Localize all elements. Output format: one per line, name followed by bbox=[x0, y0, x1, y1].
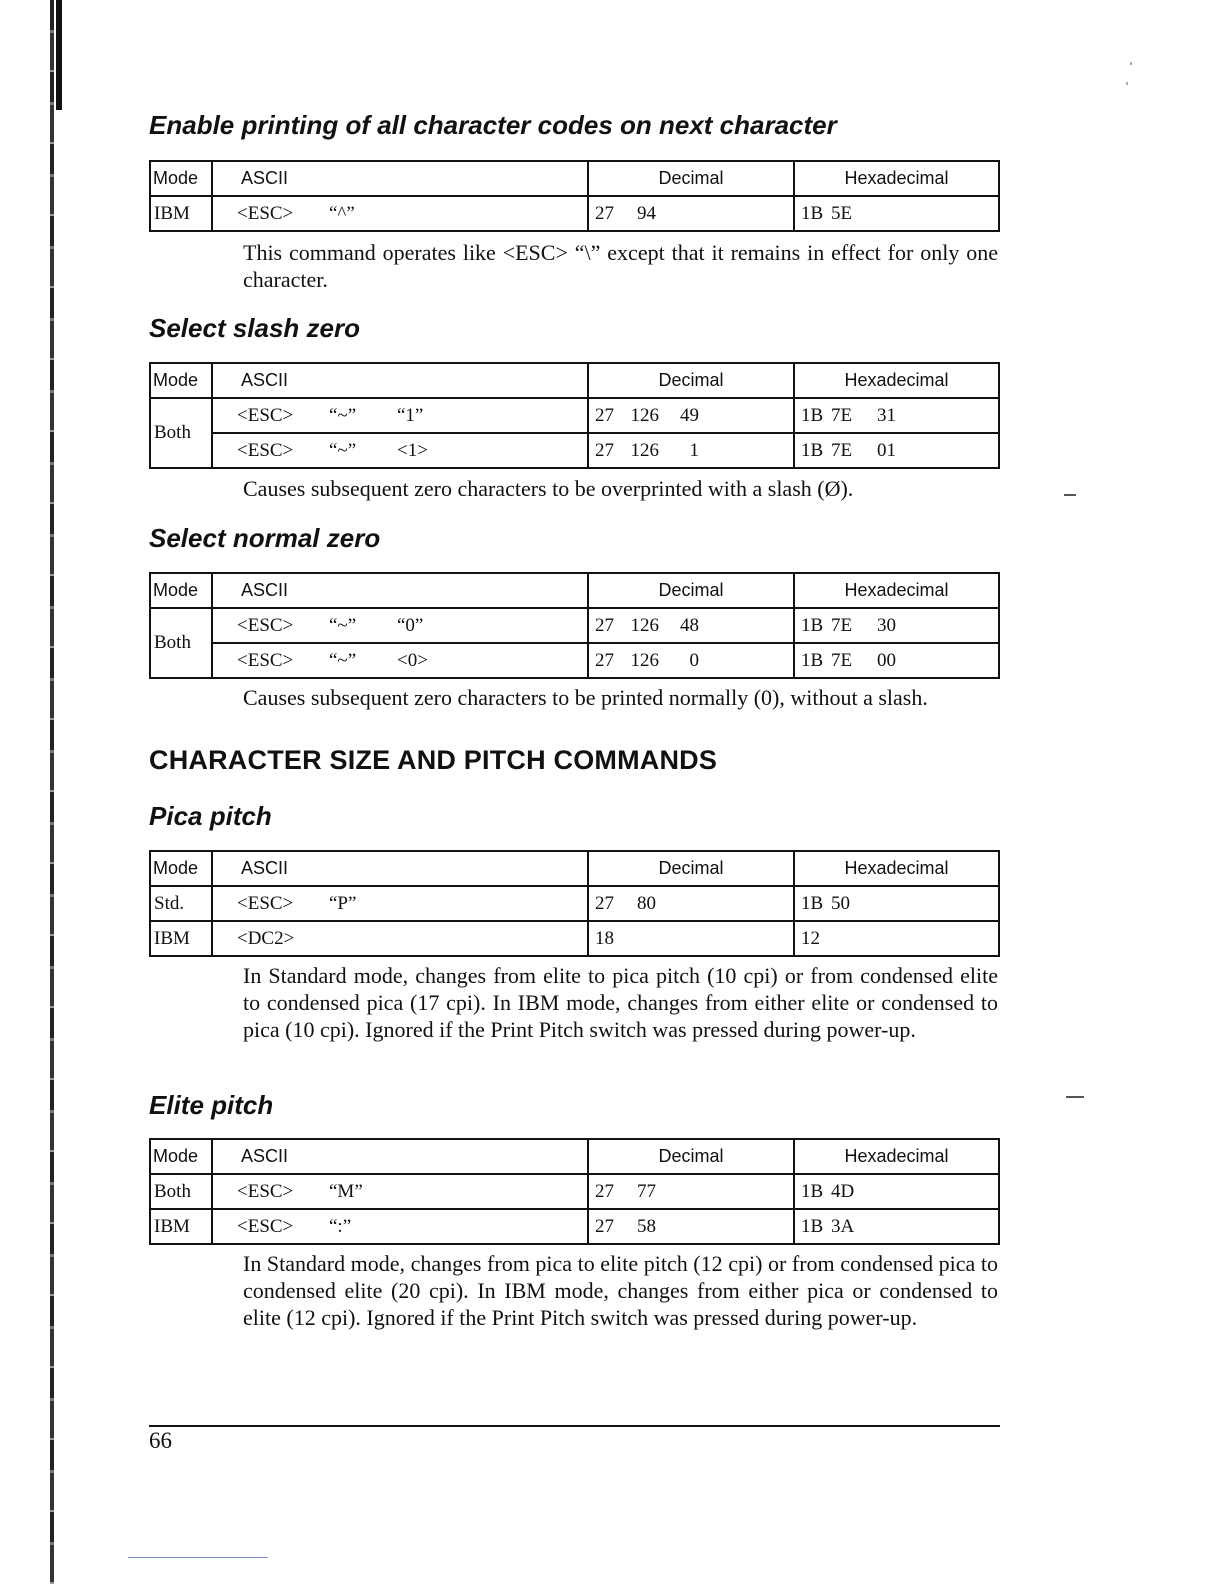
command-description: Causes subsequent zero characters to be overprinted with a slash (Ø). bbox=[243, 476, 854, 501]
decimal-token: 27 bbox=[595, 892, 614, 914]
cell-ascii bbox=[212, 433, 588, 468]
header-ascii: ASCII bbox=[212, 161, 588, 196]
command-table bbox=[149, 572, 1000, 679]
hex-token: 4D bbox=[831, 1180, 855, 1202]
footer-rule bbox=[149, 1425, 1000, 1427]
table-row bbox=[150, 643, 999, 678]
header-decimal: Decimal bbox=[588, 161, 794, 196]
header-ascii: ASCII bbox=[212, 573, 588, 608]
ascii-token: “^” bbox=[329, 202, 355, 224]
header-mode: Mode bbox=[150, 851, 212, 886]
ascii-token: “P” bbox=[329, 892, 357, 914]
table-header-row bbox=[150, 161, 999, 196]
manual-page bbox=[149, 0, 1001, 1584]
hex-token: 7E bbox=[831, 439, 853, 461]
decimal-token: 58 bbox=[637, 1215, 656, 1237]
table-row bbox=[150, 433, 999, 468]
ascii-token: <ESC> bbox=[237, 439, 294, 461]
header-ascii: ASCII bbox=[212, 851, 588, 886]
page-number: 66 bbox=[149, 1428, 172, 1453]
cell-mode: Both bbox=[150, 1174, 212, 1209]
chapter-heading: CHARACTER SIZE AND PITCH COMMANDS bbox=[149, 745, 718, 775]
table-header-row bbox=[150, 851, 999, 886]
cell-mode: IBM bbox=[150, 1209, 212, 1244]
ascii-token: “~” bbox=[329, 439, 357, 461]
command-table bbox=[149, 362, 1000, 469]
command-description: This command operates like <ESC> “\” except that it remains in effect for only one character. bbox=[243, 240, 998, 292]
ascii-token: <ESC> bbox=[237, 404, 294, 426]
cell-hex bbox=[794, 196, 999, 231]
ascii-token: “:” bbox=[329, 1215, 352, 1237]
decimal-token: 1 bbox=[689, 439, 699, 461]
decimal-token: 27 bbox=[595, 614, 614, 636]
ascii-token: <ESC> bbox=[237, 1215, 294, 1237]
cell-hex bbox=[794, 1174, 999, 1209]
ascii-token: “M” bbox=[329, 1180, 363, 1202]
scan-speck bbox=[1064, 494, 1076, 496]
cell-hex bbox=[794, 921, 999, 956]
decimal-token: 27 bbox=[595, 649, 614, 671]
header-mode: Mode bbox=[150, 161, 212, 196]
cell-ascii bbox=[212, 1209, 588, 1244]
ascii-token: “~” bbox=[329, 404, 357, 426]
cell-decimal bbox=[588, 398, 794, 433]
decimal-token: 27 bbox=[595, 439, 614, 461]
decimal-token: 126 bbox=[630, 404, 659, 426]
command-table bbox=[149, 1138, 1000, 1245]
header-hex: Hexadecimal bbox=[794, 851, 999, 886]
hex-token: 1B bbox=[801, 439, 824, 461]
cell-hex bbox=[794, 608, 999, 643]
decimal-token: 27 bbox=[595, 1215, 614, 1237]
decimal-token: 94 bbox=[637, 202, 656, 224]
decimal-token: 126 bbox=[630, 439, 659, 461]
table-row bbox=[150, 196, 999, 231]
ascii-token: <ESC> bbox=[237, 202, 294, 224]
ascii-token: <DC2> bbox=[237, 927, 295, 949]
header-hex: Hexadecimal bbox=[794, 363, 999, 398]
hex-token: 1B bbox=[801, 1180, 824, 1202]
header-hex: Hexadecimal bbox=[794, 573, 999, 608]
cell-ascii bbox=[212, 643, 588, 678]
ascii-token: “~” bbox=[329, 614, 357, 636]
decimal-token: 18 bbox=[595, 927, 614, 949]
cell-ascii bbox=[212, 1174, 588, 1209]
hex-token: 7E bbox=[831, 614, 853, 636]
decimal-token: 0 bbox=[689, 649, 699, 671]
decimal-token: 48 bbox=[680, 614, 699, 636]
ascii-token: <ESC> bbox=[237, 892, 294, 914]
decimal-token: 27 bbox=[595, 404, 614, 426]
ascii-token: “1” bbox=[397, 404, 424, 426]
header-ascii: ASCII bbox=[212, 363, 588, 398]
decimal-token: 77 bbox=[637, 1180, 656, 1202]
table-row bbox=[150, 886, 999, 921]
hex-token: 50 bbox=[831, 892, 850, 914]
cell-mode: IBM bbox=[150, 196, 212, 231]
scan-speck bbox=[1066, 1096, 1084, 1098]
table-row bbox=[150, 608, 999, 643]
hex-token: 7E bbox=[831, 404, 853, 426]
cell-ascii bbox=[212, 921, 588, 956]
decimal-token: 49 bbox=[680, 404, 699, 426]
table-row bbox=[150, 398, 999, 433]
table-header-row bbox=[150, 363, 999, 398]
hex-token: 1B bbox=[801, 202, 824, 224]
header-mode: Mode bbox=[150, 573, 212, 608]
header-decimal: Decimal bbox=[588, 573, 794, 608]
scan-speck bbox=[1130, 62, 1132, 65]
hex-token: 1B bbox=[801, 1215, 824, 1237]
command-description: Causes subsequent zero characters to be printed normally (0), without a slash. bbox=[243, 685, 928, 710]
cell-decimal bbox=[588, 1209, 794, 1244]
hex-token: 12 bbox=[801, 927, 820, 949]
header-decimal: Decimal bbox=[588, 1139, 794, 1174]
section-title: Select slash zero bbox=[149, 313, 360, 343]
cell-ascii bbox=[212, 196, 588, 231]
hex-token: 1B bbox=[801, 404, 824, 426]
hex-token: 1B bbox=[801, 892, 824, 914]
header-mode: Mode bbox=[150, 363, 212, 398]
cell-decimal bbox=[588, 886, 794, 921]
cell-hex bbox=[794, 643, 999, 678]
scan-speck bbox=[1126, 82, 1128, 85]
hex-token: 1B bbox=[801, 649, 824, 671]
hex-token: 5E bbox=[831, 202, 853, 224]
decimal-token: 126 bbox=[630, 649, 659, 671]
header-mode: Mode bbox=[150, 1139, 212, 1174]
command-table bbox=[149, 850, 1000, 957]
cell-ascii bbox=[212, 886, 588, 921]
cell-hex bbox=[794, 433, 999, 468]
ascii-token: “~” bbox=[329, 649, 357, 671]
header-decimal: Decimal bbox=[588, 363, 794, 398]
section-title: Select normal zero bbox=[149, 523, 381, 553]
cell-mode: Both bbox=[150, 608, 212, 678]
hex-token: 31 bbox=[877, 404, 896, 426]
cell-ascii bbox=[212, 398, 588, 433]
ascii-token: “0” bbox=[397, 614, 424, 636]
decimal-token: 126 bbox=[630, 614, 659, 636]
cell-mode: Std. bbox=[150, 886, 212, 921]
cell-hex bbox=[794, 1209, 999, 1244]
ascii-token: <ESC> bbox=[237, 614, 294, 636]
command-description: In Standard mode, changes from pica to elite pitch (12 cpi) or from condensed pica to condensed elite (20 cpi). In IBM mode, changes from either pica or condensed to elite (12 cpi). Ignored if the Print Pitch switch was pressed during power-up. bbox=[243, 1251, 998, 1330]
decimal-token: 27 bbox=[595, 202, 614, 224]
ascii-token: <ESC> bbox=[237, 1180, 294, 1202]
section-title: Pica pitch bbox=[149, 801, 272, 831]
header-hex: Hexadecimal bbox=[794, 1139, 999, 1174]
header-decimal: Decimal bbox=[588, 851, 794, 886]
header-hex: Hexadecimal bbox=[794, 161, 999, 196]
ascii-token: <ESC> bbox=[237, 649, 294, 671]
command-table bbox=[149, 160, 1000, 232]
command-description: In Standard mode, changes from elite to pica pitch (10 cpi) or from condensed elite to condensed pica (17 cpi). In IBM mode, changes from either elite or condensed to pica (10 cpi). Ignored if the Print Pitch switch was pressed during power-up. bbox=[243, 963, 998, 1042]
cell-decimal bbox=[588, 1174, 794, 1209]
binding-edge bbox=[50, 0, 54, 1584]
cell-hex bbox=[794, 886, 999, 921]
table-header-row bbox=[150, 573, 999, 608]
section-title: Enable printing of all character codes on next character bbox=[149, 110, 837, 140]
scan-edge-line bbox=[128, 1557, 268, 1558]
binding-edge-top bbox=[56, 0, 62, 110]
ascii-token: <0> bbox=[397, 649, 428, 671]
hex-token: 00 bbox=[877, 649, 896, 671]
cell-mode: Both bbox=[150, 398, 212, 468]
cell-decimal bbox=[588, 608, 794, 643]
cell-decimal bbox=[588, 921, 794, 956]
hex-token: 30 bbox=[877, 614, 896, 636]
decimal-token: 80 bbox=[637, 892, 656, 914]
hex-token: 1B bbox=[801, 614, 824, 636]
cell-hex bbox=[794, 398, 999, 433]
cell-decimal bbox=[588, 196, 794, 231]
header-ascii: ASCII bbox=[212, 1139, 588, 1174]
hex-token: 01 bbox=[877, 439, 896, 461]
cell-ascii bbox=[212, 608, 588, 643]
table-row bbox=[150, 1174, 999, 1209]
hex-token: 7E bbox=[831, 649, 853, 671]
table-row bbox=[150, 1209, 999, 1244]
cell-decimal bbox=[588, 643, 794, 678]
cell-mode: IBM bbox=[150, 921, 212, 956]
hex-token: 3A bbox=[831, 1215, 855, 1237]
table-header-row bbox=[150, 1139, 999, 1174]
ascii-token: <1> bbox=[397, 439, 428, 461]
table-row bbox=[150, 921, 999, 956]
section-title: Elite pitch bbox=[149, 1090, 274, 1120]
decimal-token: 27 bbox=[595, 1180, 614, 1202]
cell-decimal bbox=[588, 433, 794, 468]
